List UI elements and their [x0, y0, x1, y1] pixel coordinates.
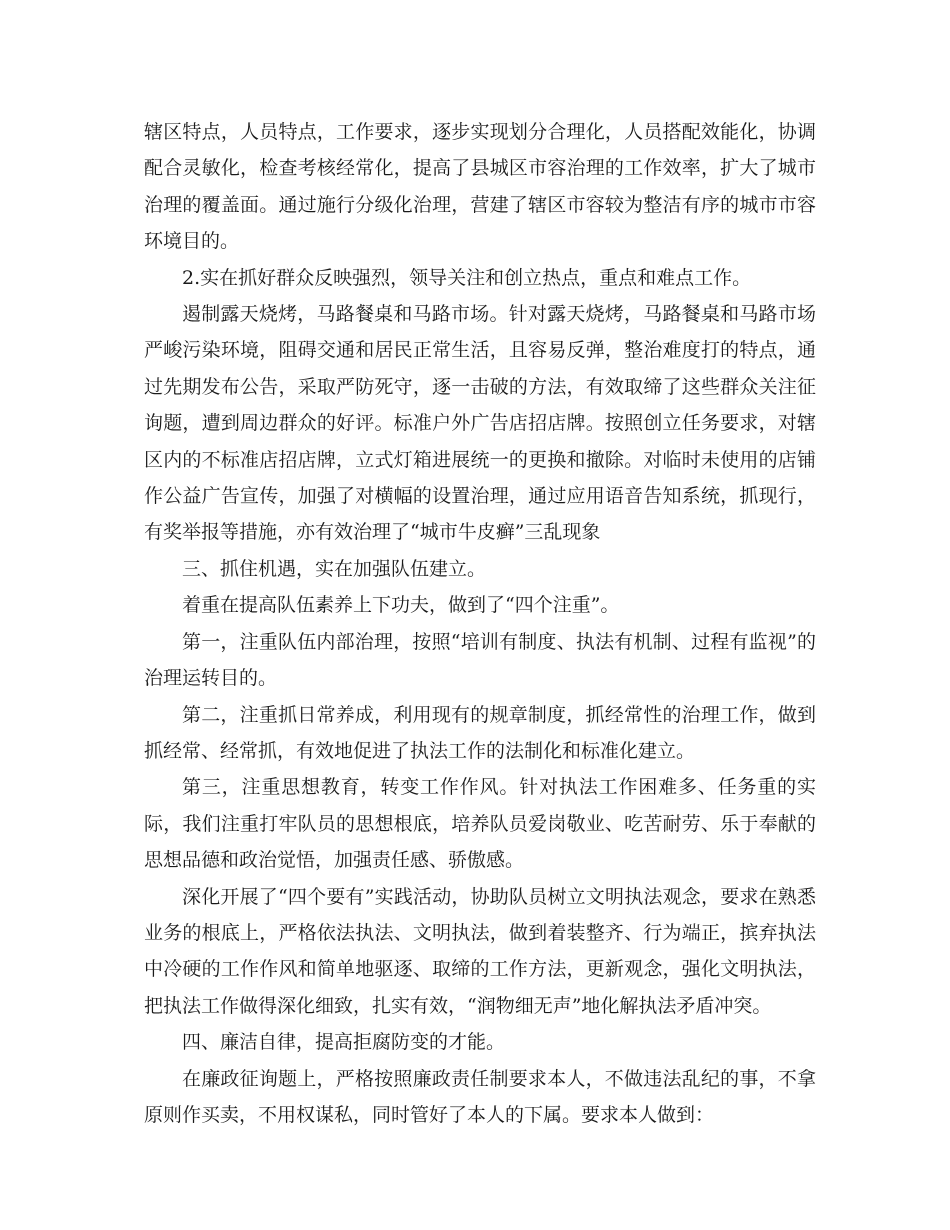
paragraph-5: 着重在提高队伍素养上下功夫，做到了“四个注重”。 [182, 594, 620, 617]
paragraph-3: 遏制露天烧烤，马路餐桌和马路市场。针对露天烧烤，马路餐桌和马路市场严峻污染环境，阻碍交通和居民正常生活，且容易反弹，整治难度打的特点，通过先期发布公告，采取严防死守，逐一击破的方法，有效取缔了这些群众关注征询题，遭到周边群众的好评。标准户外广告店招店牌。按照创立任务要求，对辖区内的不标准店招店牌，立式灯箱进展统一的更换和撤除。对临时未使用的店铺作公益广告宣传，加强了对横幅的设置治理，通过应用语音告知系统，抓现行，有奖举报等措施，亦有效治理了“城市牛皮癣”三乱现象 [144, 303, 816, 544]
document-body [144, 114, 816, 1133]
section-heading-3: 三、抓住机遇，实在加强队伍建立。 [182, 557, 487, 580]
paragraph-9: 深化开展了“四个要有”实践活动，协助队员树立文明执法观念，要求在熟悉业务的根底上，严格依法执法、文明执法，做到着装整齐、行为端正，摈弃执法中冷硬的工作作风和简单地驱逐、取缔的工作方法，更新观念，强化文明执法，把执法工作做得深化细致，扎实有效，“润物细无声”地化解执法矛盾冲突。 [144, 885, 816, 1017]
paragraph-7: 第二，注重抓日常养成，利用现有的规章制度，抓经常性的治理工作，做到抓经常、经常抓，有效地促进了执法工作的法制化和标准化建立。 [144, 703, 816, 762]
section-heading-4: 四、廉洁自律，提高拒腐防变的才能。 [182, 1031, 506, 1054]
paragraph-2: 2.实在抓好群众反映强烈，领导关注和创立热点，重点和难点工作。 [182, 266, 752, 289]
paragraph-8: 第三，注重思想教育，转变工作作风。针对执法工作困难多、任务重的实际，我们注重打牢队员的思想根底，培养队员爱岗敬业、吃苦耐劳、乐于奉献的思想品德和政治觉悟，加强责任感、骄傲感。 [144, 776, 816, 872]
paragraph-11: 在廉政征询题上，严格按照廉政责任制要求本人，不做违法乱纪的事，不拿原则作买卖，不用权谋私，同时管好了本人的下属。要求本人做到： [144, 1067, 816, 1126]
paragraph-1: 辖区特点，人员特点，工作要求，逐步实现划分合理化，人员搭配效能化，协调配合灵敏化，检查考核经常化，提高了县城区市容治理的工作效率，扩大了城市治理的覆盖面。通过施行分级化治理，营建了辖区市容较为整洁有序的城市市容环境目的。 [144, 121, 816, 253]
paragraph-6: 第一，注重队伍内部治理，按照“培训有制度、执法有机制、过程有监视”的治理运转目的。 [144, 630, 816, 690]
